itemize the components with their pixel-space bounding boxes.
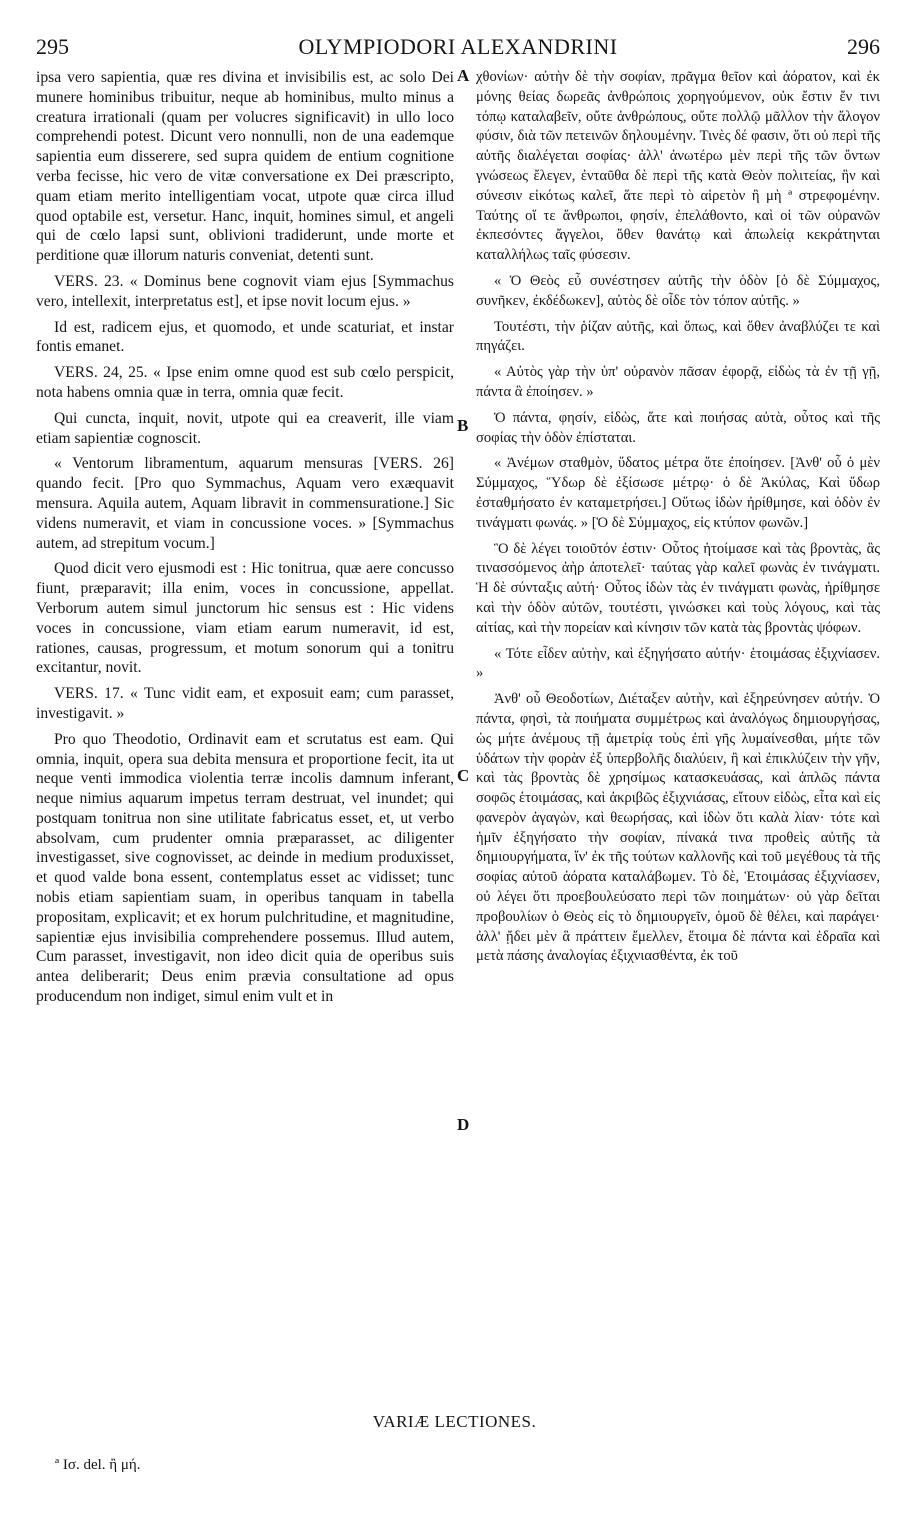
- latin-paragraph: Qui cuncta, inquit, novit, utpote qui ea creaverit, ille viam etiam sapientiæ cognoscit.: [36, 409, 454, 447]
- margin-letter-c: C: [457, 766, 470, 785]
- greek-paragraph: Ἀνθ' οὗ Θεοδοτίων, Διέταξεν αὐτὴν, καὶ ἐξηρεύνησεν αὐτήν. Ὁ πάντα, φησὶ, τὰ ποιήματα συμμέτρως καὶ ἀναλόγως δημιουργήσας, ὡς μήτε ἀνέμους τῇ ἀμετρίᾳ τοὺς ἐπὶ γῆς λυμαίνεσθαι, μήτε τῶν ὑδάτων τὴν φορὰν ἐξ ὑπερβολῆς διαλύειν, ἢ καὶ ἐπικλύζειν τὴν γῆν, καὶ τὰς βροντὰς δὲ χρησίμως κατασκευάσας, καὶ ἁπλῶς πάντα σοφῶς ἑτοιμάσας, καὶ ἀκριβῶς ἐξιχνιάσας, εἴτουν εἰδὼς, εἶτα καὶ εἰς φανερὸν ἀγαγὼν, καὶ θεωρήσας, καὶ ἰδὼν ὅτι καλὰ λίαν· τότε καὶ ἡμῖν ἐξηγήσατο τὴν σοφίαν, πίνακά τινα προθεὶς αὐτῆς τὰ δημιουργήματα, ἵν' ἐκ τῆς τούτων καλλονῆς καὶ τοῦ μεγέθους τὰ τῆς σοφίας αὐτοῦ ἀόρατα καταλάβωμεν. Τὸ δὲ, Ἑτοιμάσας ἐξιχνίασεν, οὐ λέγει ὅτι προεβουλεύσατο περὶ τῶν ποιημάτων· οὐ γὰρ δεῖται προβουλίων ὁ Θεὸς εἰς τὸ δημιουργεῖν, ὁμοῦ δὲ θέλει, καὶ παράγει· ἀλλ' ᾔδει μὲν ἃ πράττειν ἔμελλεν, ἕτοιμα δὲ πάντα καὶ ἑδραῖα καὶ μετὰ πάσης ἀναλογίας ἐξιχνιασθέντα, ἐκ τοῦ: [476, 691, 880, 965]
- greek-column: [476, 68, 880, 973]
- latin-paragraph: VERS. 23. « Dominus bene cognovit viam ejus [Symmachus vero, intellexit, interpretatus est], et ipse novit locum ejus. »: [36, 272, 454, 310]
- latin-column: [36, 68, 454, 1013]
- greek-paragraph: χθονίων· αὐτὴν δὲ τὴν σοφίαν, πρᾶγμα θεῖον καὶ ἀόρατον, καὶ ἐκ μόνης θείας δωρεᾶς ἀνθρώποις χορηγούμενον, οὐκ ἔστιν ἔν τινι τόπῳ καταλαβεῖν, οὔτε ἀνθρώπους, οὔτε πολλῷ μᾶλλον τὴν ἄλογον φύσιν, διὰ τῶν πετεινῶν δηλουμένην. Τινὲς δέ φασιν, ὅτι οὐ περὶ τῆς αὐτῆς διαλέγεται σοφίας· ἀλλ' ἀνωτέρω μὲν περὶ τῆς τῶν ὄντων γνώσεως ἔλεγεν, ἐνταῦθα δὲ περὶ τῆς κατὰ Θεὸν πολιτείας, ἣν καὶ σύνεσιν εἰκότως καλεῖ, ἅτε περὶ τὸ αἱρετὸν ἢ μὴ ª στρεφομένην. Ταύτης οἵ τε ἄνθρωποι, φησίν, ἐπελάθοντο, καὶ οἱ τῶν οὐρανῶν ἐκπεσόντες ἄγγελοι, ὅθεν θανάτῳ καὶ ἀπωλείᾳ κεκράτηνται καταλλήλως ταῖς φύσεσιν.: [476, 69, 880, 264]
- greek-paragraph: Ὃ δὲ λέγει τοιοῦτόν ἐστιν· Οὗτος ἡτοίμασε καὶ τὰς βροντὰς, ἃς τινασσόμενος ἀὴρ ἀποτελεῖ· ταύτας γὰρ καλεῖ φωνὰς ἐν τινάγματι. Ἡ δὲ σύνταξις αὐτή· Οὗτος ἰδὼν τὰς ἐν τινάγματι φωνὰς, ἠρίθμησε καὶ τὴν ὁδὸν αὐτῶν, τουτέστι, γινώσκει καὶ τοὺς λόγους, καὶ τὰς αἰτίας, καὶ τὴν πορείαν καὶ κίνησιν τῶν κατὰ τὰς βροντὰς ψόφων.: [476, 540, 880, 636]
- greek-paragraph: « Αὐτὸς γὰρ τὴν ὑπ' οὐρανὸν πᾶσαν ἐφορᾷ, εἰδὼς τὰ ἐν τῇ γῇ, πάντα ἃ ἐποίησεν. »: [476, 364, 880, 400]
- margin-letter-a: A: [457, 66, 470, 85]
- latin-paragraph: Quod dicit vero ejusmodi est : Hic tonitrua, quæ aere concusso fiunt, præparavit; illa enim, voces in concussione, appellat. Verborum autem simul junctorum hic sensus est : Hic videns voces in concussione, viam etiam earum numeravit, id est, rationes, causas, progressum, et motum sonorum qui a tonitru excitantur, novit.: [36, 560, 454, 677]
- variant-reading-note: ª Ισ. del. ἢ μή.: [55, 1457, 141, 1473]
- latin-paragraph: VERS. 17. « Tunc vidit eam, et exposuit eam; cum parasset, investigavit. »: [36, 685, 454, 722]
- page-number-left: 295: [36, 34, 69, 59]
- greek-paragraph: « Τότε εἶδεν αὐτὴν, καὶ ἐξηγήσατο αὐτήν· ἑτοιμάσας ἐξιχνίασεν. »: [476, 645, 880, 682]
- latin-paragraph: VERS. 24, 25. « Ipse enim omne quod est sub cœlo perspicit, nota habens omnia quæ in terra, omnia quæ fecit.: [36, 364, 454, 401]
- greek-paragraph: « Ἀνέμων σταθμὸν, ὕδατος μέτρα ὅτε ἐποίησεν. [Ἀνθ' οὗ ὁ μὲν Σύμμαχος, Ὕδωρ δὲ ἐξίσωσε μέτρῳ· ὁ δὲ Ἀκύλας, Καὶ ὕδωρ ἐσταθμήσατο ἐν καταμετρήσει.] Οὕτως ἰδὼν ἠρίθμησε, καὶ ὁδὸν ἐν τινάγματι φωνάς. » [Ὁ δὲ Σύμμαχος, εἰς κτύπον φωνῶν.]: [476, 455, 880, 531]
- latin-paragraph: ipsa vero sapientia, quæ res divina et invisibilis est, ac solo Dei munere hominibus tribuitur, neque ab hominibus, multo minus a creatura irrationali (quam per volucres significavit) in ullo loco comprehendi potest. Dicunt vero nonnulli, non de una eademque sapientia eum disserere, sed supra quidem de entium cognitione verba fecisse, hic vero de vitæ conversatione ex Dei præscripto, quam etiam merito intelligentiam vocat, utpote quæ circa illud quod optabile est, versetur. Hanc, inquit, homines simul, et angeli qui de cœlo lapsi sunt, oblivioni tradiderunt, unde morte et perditione quæ illorum naturis conveniat, detenti sunt.: [36, 69, 454, 265]
- greek-paragraph: Τουτέστι, τὴν ῥίζαν αὐτῆς, καὶ ὅπως, καὶ ὅθεν ἀναβλύζει τε καὶ πηγάζει.: [476, 318, 880, 355]
- variae-lectiones-heading: VARIÆ LECTIONES.: [372, 1412, 537, 1431]
- page-number-right: 296: [847, 34, 880, 59]
- greek-paragraph: Ὁ πάντα, φησίν, εἰδὼς, ἅτε καὶ ποιήσας αὐτὰ, οὗτος καὶ τῆς σοφίας τὴν ὁδὸν ἐπίσταται.: [476, 409, 880, 446]
- latin-paragraph: Id est, radicem ejus, et quomodo, et unde scaturiat, et instar fontis emanet.: [36, 318, 454, 356]
- page-header: [36, 34, 880, 64]
- running-title: OLYMPIODORI ALEXANDRINI: [298, 34, 618, 59]
- latin-paragraph: « Ventorum libramentum, aquarum mensuras [VERS. 26] quando fecit. [Pro quo Symmachus, Aquam vero exæquavit mensura. Aquila autem, Aquam libravit in commensuratione.] Sic videns numeravit, et viam in concussione voces. » [Symmachus autem, ad strepitum vocum.]: [36, 455, 454, 552]
- greek-paragraph: « Ὁ Θεὸς εὖ συνέστησεν αὐτῆς τὴν ὁδὸν [ὁ δὲ Σύμμαχος, συνῆκεν, ἐκδέδωκεν], αὐτὸς δὲ οἶδε τὸν τόπον αὐτῆς. »: [476, 272, 880, 309]
- latin-paragraph: Pro quo Theodotio, Ordinavit eam et scrutatus est eam. Qui omnia, inquit, opera sua debita mensura et proportione fecit, ita ut neque venti immodica violentia terræ incolis damnum inferant, neque nimius aquarum impetus terram destruat, vel inundet; qui postquam tonitrua non sine utilitate fabricatus esset, et, ut verbo absolvam, cum prudenter omnia præparasset, ac diligenter investigasset, sive cognovisset, ac deinde in medium produxisset, et quod valde bona essent, contemplatus esset ac vidisset; tunc nobis etiam sapientiam suam, in operibus tanquam in tabella propositam, explicavit; et ex horum pulchritudine, et magnitudine, sapientiæ ejus invisibilia comprehendere possemus. Illud autem, Cum parasset, investigavit, non ideo dicit quia de operibus suis antea deliberarit; Deus enim prævia consultatione ad opus producendum non indiget, simul enim vult et in: [36, 730, 454, 1006]
- margin-letter-b: B: [457, 416, 469, 435]
- margin-letter-d: D: [457, 1115, 470, 1134]
